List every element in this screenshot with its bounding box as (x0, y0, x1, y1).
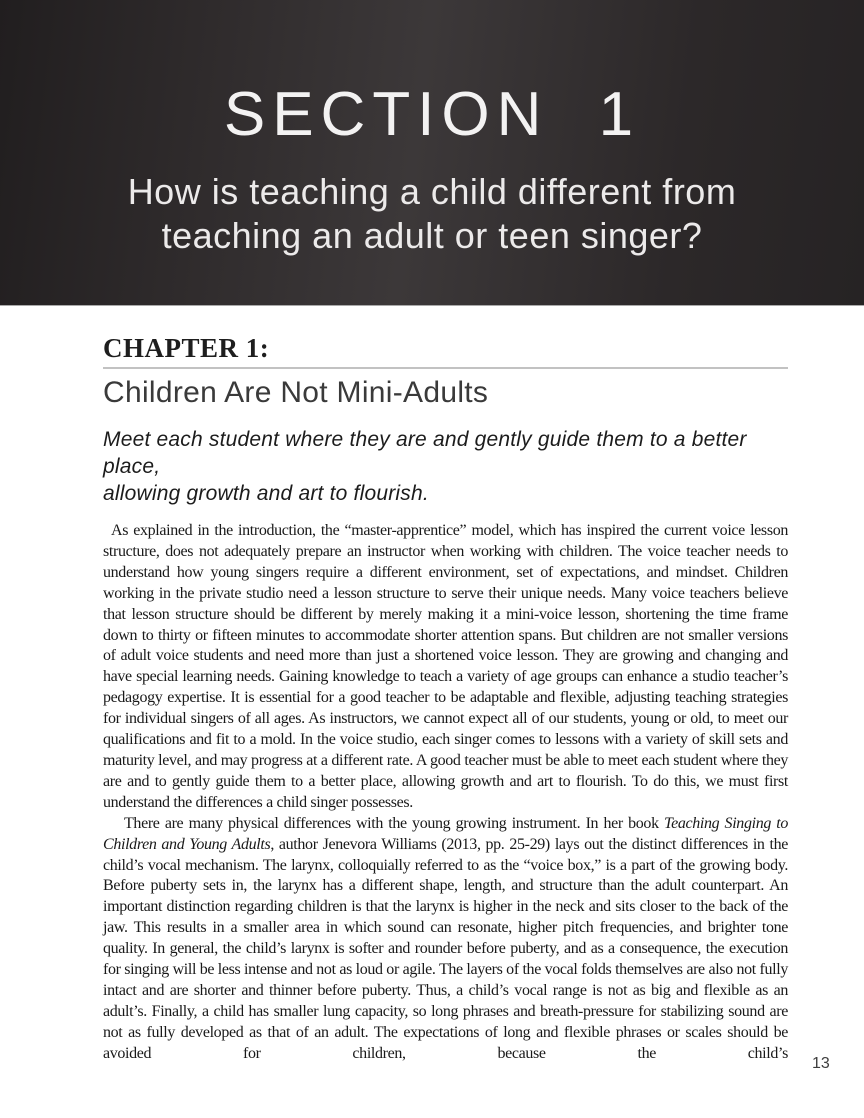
book-title-italic: Teaching Singing to Children and Young Adults (103, 814, 789, 853)
section-title: SECTION 1 (223, 80, 641, 149)
chapter-epigraph (103, 426, 788, 507)
section-subtitle (0, 170, 864, 258)
section-subtitle-line2: teaching an adult or teen singer? (161, 215, 703, 256)
epigraph-line2: allowing growth and art to flourish. (103, 482, 429, 505)
paragraph-run: , author Jenevora Williams (2013, pp. 25-29) lays out the distinct differences in the child’s vocal mechanism. The larynx, colloquially referred to as the “voice box,” is a part of the growing body. Before puberty sets in, the larynx has a different shape, length, and structure than the adult counterpart. An important distinction regarding children is that the larynx is higher in the neck and sits closer to the back of the jaw. This results in a smaller area in which sound can resonate, higher pitch frequencies, and brighter tone quality. In general, the child’s larynx is softer and rounder before puberty, and as a consequence, the execution for singing will be less intense and not as loud or agile. The layers of the vocal folds themselves are also not fully intact and are shorter and thinner before puberty. Thus, a child’s vocal range is not as big and flexible as an adult’s. Finally, a child has smaller lung capacity, so long phrases and breath-pressure for stabilizing sound are not as fully developed as that of an adult. The expectations of long and flexible phrases or scales should be avoided for children, because the child’s (103, 835, 788, 1062)
section-header (0, 0, 864, 306)
section-subtitle-line1: How is teaching a child different from (127, 171, 737, 212)
paragraph-run: As explained in the introduction, the “master-apprentice” model, which has inspired the current voice lesson structure, does not adequately prepare an instructor when working with children. The voice teacher needs to understand how young singers require a different environment, set of expectations, and mindset. Children working in the private studio need a lesson structure to serve their unique needs. Many voice teachers believe that lesson structure should be different by merely making it a mini-voice lesson, shortening the time frame down to thirty or fifteen minutes to accommodate shorter attention spans. But children are not smaller versions of adult voice students and need more than just a shortened voice lesson. They are growing and changing and have special learning needs. Gaining knowledge to teach a variety of age groups can enhance a studio teacher’s pedagogy expertise. It is essential for a good teacher to be adaptable and flexible, adjusting teaching strategies for individual singers of all ages. As instructors, we cannot expect all of our students, young or old, to meet our qualifications and fit to a mold. In the voice studio, each singer comes to lessons with a variety of skill sets and maturity level, and may progress at a different rate. A good teacher must be able to meet each student where they are and to gently guide them to a better place, allowing growth and art to flourish. To do this, we must first understand the differences a child singer possesses. (103, 522, 788, 811)
paragraph (103, 521, 788, 814)
chapter-content (0, 306, 864, 1065)
page-number: 13 (812, 1055, 830, 1072)
epigraph-line1: Meet each student where they are and gently guide them to a better place, (103, 428, 747, 478)
paragraph (103, 814, 788, 1065)
body-text (103, 521, 788, 1065)
chapter-label: CHAPTER 1: (103, 333, 270, 363)
chapter-title: Children Are Not Mini-Adults (103, 376, 489, 409)
chapter-rule (103, 367, 788, 369)
paragraph-run: There are many physical differences with the young growing instrument. In her book (124, 814, 664, 832)
